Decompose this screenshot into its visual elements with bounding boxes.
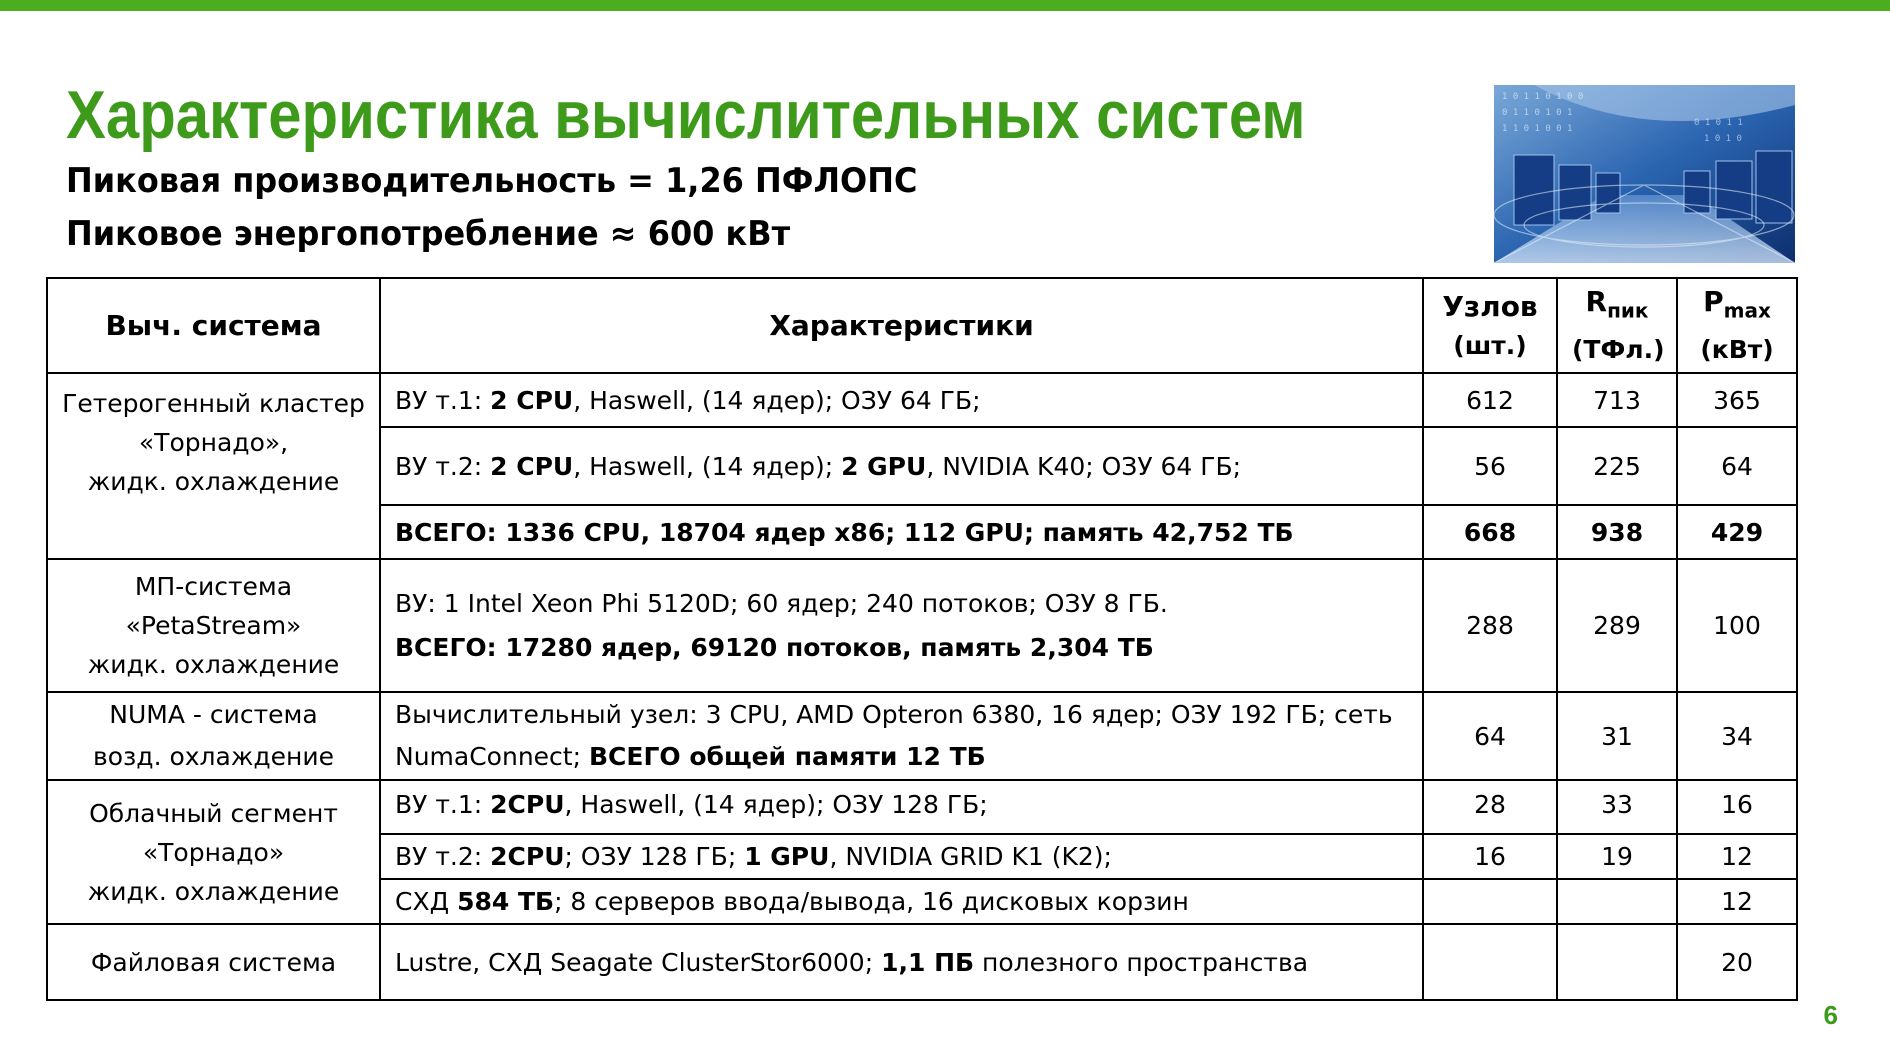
pmax-cell: 365 — [1677, 373, 1797, 427]
header-pmax-sub: max — [1723, 298, 1771, 323]
header-rpeak-sub: пик — [1607, 298, 1649, 323]
total-characteristics-cell: ВСЕГО: 1336 CPU, 18704 ядер x86; 112 GPU; память 42,752 ТБ — [380, 505, 1423, 559]
characteristics-cell: ВУ т.1: 2CPU, Haswell, (14 ядер); ОЗУ 128 ГБ; — [380, 780, 1423, 834]
characteristics-cell: ВУ т.2: 2 CPU, Haswell, (14 ядер); 2 GPU, NVIDIA K40; ОЗУ 64 ГБ; — [380, 427, 1423, 505]
peak-power-line: Пиковое энергопотребление ≈ 600 кВт — [66, 214, 791, 254]
rpeak-cell: 225 — [1557, 427, 1677, 505]
peak-performance-line: Пиковая производительность = 1,26 ПФЛОПС — [66, 161, 918, 201]
systems-table — [46, 277, 1798, 1001]
rpeak-cell: 289 — [1557, 559, 1677, 692]
system-name-cloud-segment: Облачный сегмент «Торнадо» жидк. охлаждение — [47, 780, 380, 924]
table-header-row — [47, 278, 1797, 373]
datacenter-image — [1494, 85, 1795, 263]
pmax-cell: 12 — [1677, 834, 1797, 879]
nodes-cell: 668 — [1423, 505, 1557, 559]
pmax-cell: 34 — [1677, 692, 1797, 780]
rpeak-cell: 33 — [1557, 780, 1677, 834]
pmax-cell: 429 — [1677, 505, 1797, 559]
pmax-cell: 64 — [1677, 427, 1797, 505]
rpeak-cell — [1557, 879, 1677, 924]
header-pmax-unit: (кВт) — [1700, 335, 1774, 365]
characteristics-cell: ВУ: 1 Intel Xeon Phi 5120D; 60 ядер; 240 потоков; ОЗУ 8 ГБ. ВСЕГО: 17280 ядер, 69120 потоков, память 2,304 ТБ — [380, 559, 1423, 692]
table-row — [47, 692, 1797, 780]
top-accent-bar — [0, 0, 1890, 11]
header-system: Выч. система — [47, 278, 380, 373]
nodes-cell: 16 — [1423, 834, 1557, 879]
table-row — [47, 559, 1797, 692]
pmax-cell: 12 — [1677, 879, 1797, 924]
pmax-cell: 100 — [1677, 559, 1797, 692]
svg-text:1 0 1 0: 1 0 1 0 — [1704, 134, 1742, 144]
header-pmax-main: P — [1703, 284, 1724, 318]
nodes-cell — [1423, 879, 1557, 924]
header-nodes-unit: (шт.) — [1453, 330, 1527, 360]
header-nodes-label: Узлов — [1442, 289, 1538, 323]
slide-title: Характеристика вычислительных систем — [66, 77, 1306, 153]
header-characteristics: Характеристики — [380, 278, 1423, 373]
nodes-cell: 64 — [1423, 692, 1557, 780]
nodes-cell: 612 — [1423, 373, 1557, 427]
characteristics-cell: Вычислительный узел: 3 CPU, AMD Opteron 6380, 16 ядер; ОЗУ 192 ГБ; сеть NumaConnect; ВСЕГО общей памяти 12 ТБ — [380, 692, 1423, 780]
system-name-numa: NUMA - система возд. охлаждение — [47, 692, 380, 780]
table-row — [47, 373, 1797, 427]
rpeak-cell: 938 — [1557, 505, 1677, 559]
system-name-petastream: МП-система «PetaStream» жидк. охлаждение — [47, 559, 380, 692]
rpeak-cell: 713 — [1557, 373, 1677, 427]
rpeak-cell: 19 — [1557, 834, 1677, 879]
page-number: 6 — [1823, 1000, 1838, 1030]
rpeak-cell: 31 — [1557, 692, 1677, 780]
header-pmax — [1677, 278, 1797, 373]
svg-text:0 1 1 0 1 0 1: 0 1 1 0 1 0 1 — [1502, 108, 1573, 118]
svg-text:1 1 0 1 0 0 1: 1 1 0 1 0 0 1 — [1502, 124, 1573, 134]
table-row — [47, 924, 1797, 1000]
header-rpeak-main: R — [1585, 284, 1608, 318]
rpeak-cell — [1557, 924, 1677, 1000]
header-rpeak-unit: (ТФл.) — [1572, 335, 1665, 365]
svg-text:1 0 1 1 0 1 0 0: 1 0 1 1 0 1 0 0 — [1502, 92, 1584, 102]
header-nodes — [1423, 278, 1557, 373]
system-name-tornado-cluster: Гетерогенный кластер «Торнадо», жидк. охлаждение — [47, 373, 380, 559]
nodes-cell: 56 — [1423, 427, 1557, 505]
characteristics-cell: СХД 584 ТБ; 8 серверов ввода/вывода, 16 дисковых корзин — [380, 879, 1423, 924]
header-rpeak — [1557, 278, 1677, 373]
nodes-cell: 28 — [1423, 780, 1557, 834]
nodes-cell — [1423, 924, 1557, 1000]
pmax-cell: 20 — [1677, 924, 1797, 1000]
characteristics-cell: ВУ т.2: 2CPU; ОЗУ 128 ГБ; 1 GPU, NVIDIA GRID K1 (K2); — [380, 834, 1423, 879]
characteristics-cell: Lustre, СХД Seagate ClusterStor6000; 1,1 ПБ полезного пространства — [380, 924, 1423, 1000]
table-row — [47, 780, 1797, 834]
pmax-cell: 16 — [1677, 780, 1797, 834]
system-name-file-system: Файловая система — [47, 924, 380, 1000]
svg-text:0 1 0 1 1: 0 1 0 1 1 — [1694, 118, 1743, 128]
characteristics-cell: ВУ т.1: 2 CPU, Haswell, (14 ядер); ОЗУ 64 ГБ; — [380, 373, 1423, 427]
nodes-cell: 288 — [1423, 559, 1557, 692]
